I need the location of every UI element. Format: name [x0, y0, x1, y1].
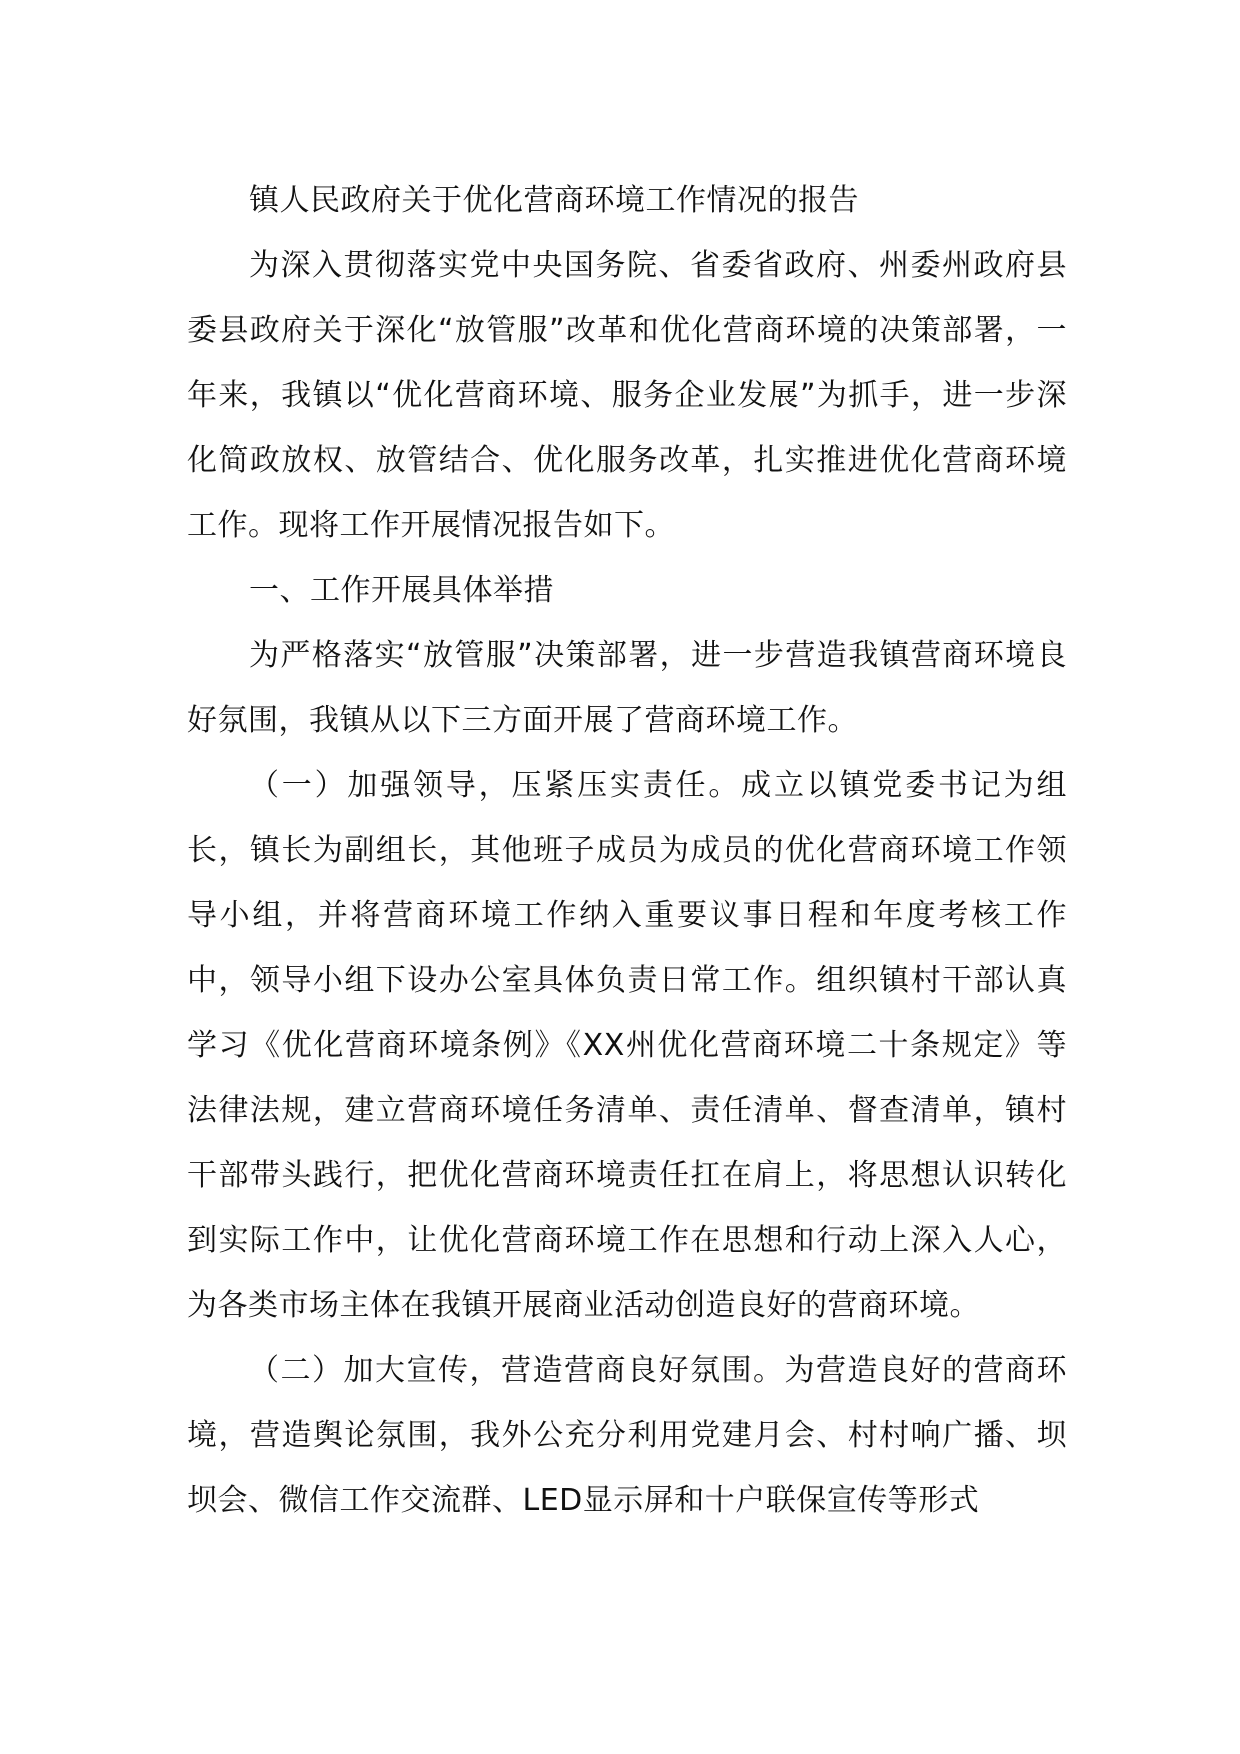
section-heading: 一、工作开展具体举措 [249, 573, 554, 608]
intro-paragraph: 为深入贯彻落实党中央国务院、省委省政府、州委州政府县委县政府关于深化“放管服”改革和优化营商环境的决策部署，一年来，我镇以“优化营商环境、服务企业发展”为抓手，进一步深化简政放权、放管结合、优化服务改革，扎实推进优化营商环境工作。现将工作开展情况报告如下。 [187, 248, 1067, 543]
subsection-1-paragraph: （一）加强领导，压紧压实责任。成立以镇党委书记为组长，镇长为副组长，其他班子成员为成员的优化营商环境工作领导小组，并将营商环境工作纳入重要议事日程和年度考核工作中，领导小组下设办公室具体负责日常工作。组织镇村干部认真学习《优化营商环境条例》《XX州优化营商环境二十条规定》等法律法规，建立营商环境任务清单、责任清单、督查清单，镇村干部带头践行，把优化营商环境责任扛在肩上，将思想认识转化到实际工作中，让优化营商环境工作在思想和行动上深入人心，为各类市场主体在我镇开展商业活动创造良好的营商环境。 [187, 768, 1067, 1323]
document-body [187, 168, 1067, 1533]
document-title: 镇人民政府关于优化营商环境工作情况的报告 [249, 183, 859, 218]
subsection-2-paragraph: （二）加大宣传，营造营商良好氛围。为营造良好的营商环境，营造舆论氛围，我外公充分利用党建月会、村村响广播、坝坝会、微信工作交流群、LED显示屏和十户联保宣传等形式 [187, 1353, 1067, 1518]
section-intro-paragraph: 为严格落实“放管服”决策部署，进一步营造我镇营商环境良好氛围，我镇从以下三方面开展了营商环境工作。 [187, 638, 1067, 738]
